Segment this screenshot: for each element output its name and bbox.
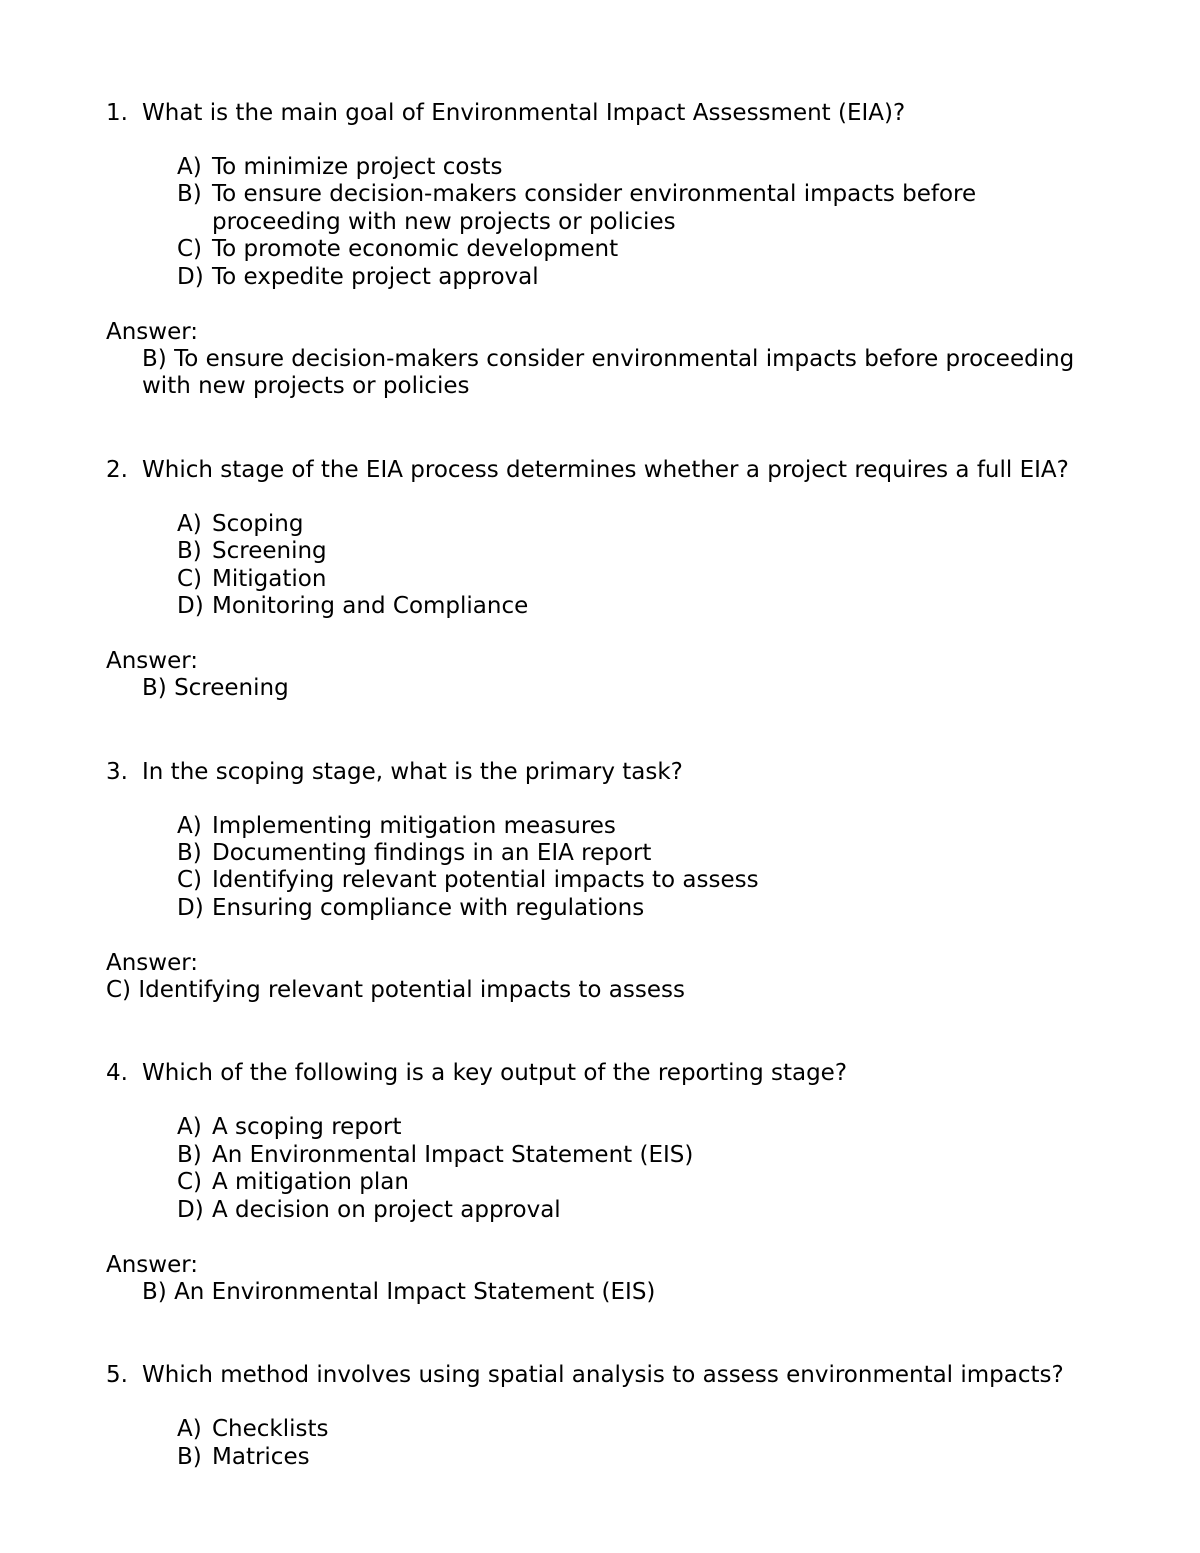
question-5-text: Which method involves using spatial analysis to assess environmental impacts? xyxy=(142,1362,1064,1388)
q1-option-a-text: To minimize project costs xyxy=(212,154,503,180)
question-2-number: 2. xyxy=(106,457,128,483)
q2-answer-line-1: B) Screening xyxy=(142,675,289,701)
q3-option-d-label: D) xyxy=(177,895,204,921)
question-4-text: Which of the following is a key output of the reporting stage? xyxy=(142,1060,848,1086)
q3-option-b-label: B) xyxy=(177,840,202,866)
q1-option-b-text-continued: proceeding with new projects or policies xyxy=(212,209,676,235)
q2-option-a-text: Scoping xyxy=(212,511,304,537)
q4-option-a-text: A scoping report xyxy=(212,1114,402,1140)
q4-answer-line-1: B) An Environmental Impact Statement (EIS) xyxy=(142,1279,656,1305)
q2-option-b-text: Screening xyxy=(212,538,327,564)
q3-option-c-text: Identifying relevant potential impacts to assess xyxy=(212,867,759,893)
q4-option-d-text: A decision on project approval xyxy=(212,1197,561,1223)
question-2-text: Which stage of the EIA process determines whether a project requires a full EIA? xyxy=(142,457,1069,483)
q4-answer-heading: Answer: xyxy=(106,1252,199,1278)
q4-option-c-text: A mitigation plan xyxy=(212,1169,409,1195)
q4-option-b-label: B) xyxy=(177,1142,202,1168)
q1-answer-heading: Answer: xyxy=(106,319,199,345)
q5-option-a-text: Checklists xyxy=(212,1416,329,1442)
q2-option-d-text: Monitoring and Compliance xyxy=(212,593,529,619)
q4-option-a-label: A) xyxy=(177,1114,202,1140)
q4-option-d-label: D) xyxy=(177,1197,204,1223)
q2-option-d-label: D) xyxy=(177,593,204,619)
question-5-number: 5. xyxy=(106,1362,128,1388)
q3-option-c-label: C) xyxy=(177,867,203,893)
q1-option-b-text: To ensure decision-makers consider environmental impacts before xyxy=(212,181,977,207)
question-3-number: 3. xyxy=(106,759,128,785)
q1-answer-line-2: with new projects or policies xyxy=(142,373,470,399)
q3-option-d-text: Ensuring compliance with regulations xyxy=(212,895,645,921)
question-3-text: In the scoping stage, what is the primary task? xyxy=(142,759,683,785)
q1-option-c-label: C) xyxy=(177,236,203,262)
q2-answer-heading: Answer: xyxy=(106,648,199,674)
q1-option-b-label: B) xyxy=(177,181,202,207)
q2-option-c-text: Mitigation xyxy=(212,566,327,592)
q2-option-a-label: A) xyxy=(177,511,202,537)
q1-option-c-text: To promote economic development xyxy=(212,236,619,262)
q2-option-b-label: B) xyxy=(177,538,202,564)
q4-option-c-label: C) xyxy=(177,1169,203,1195)
q3-option-a-label: A) xyxy=(177,813,202,839)
q3-answer-heading: Answer: xyxy=(106,950,199,976)
q1-option-d-text: To expedite project approval xyxy=(212,264,539,290)
q3-option-a-text: Implementing mitigation measures xyxy=(212,813,616,839)
question-4-number: 4. xyxy=(106,1060,128,1086)
q2-option-c-label: C) xyxy=(177,566,203,592)
question-1-text: What is the main goal of Environmental Impact Assessment (EIA)? xyxy=(142,100,906,126)
q5-option-b-label: B) xyxy=(177,1444,202,1470)
question-1-number: 1. xyxy=(106,100,128,126)
q1-option-a-label: A) xyxy=(177,154,202,180)
q3-option-b-text: Documenting findings in an EIA report xyxy=(212,840,652,866)
q3-answer-line-1: C) Identifying relevant potential impacts to assess xyxy=(106,977,685,1003)
q1-option-d-label: D) xyxy=(177,264,204,290)
q1-answer-line-1: B) To ensure decision-makers consider environmental impacts before proceeding xyxy=(142,346,1075,372)
q5-option-b-text: Matrices xyxy=(212,1444,310,1470)
q5-option-a-label: A) xyxy=(177,1416,202,1442)
q4-option-b-text: An Environmental Impact Statement (EIS) xyxy=(212,1142,694,1168)
